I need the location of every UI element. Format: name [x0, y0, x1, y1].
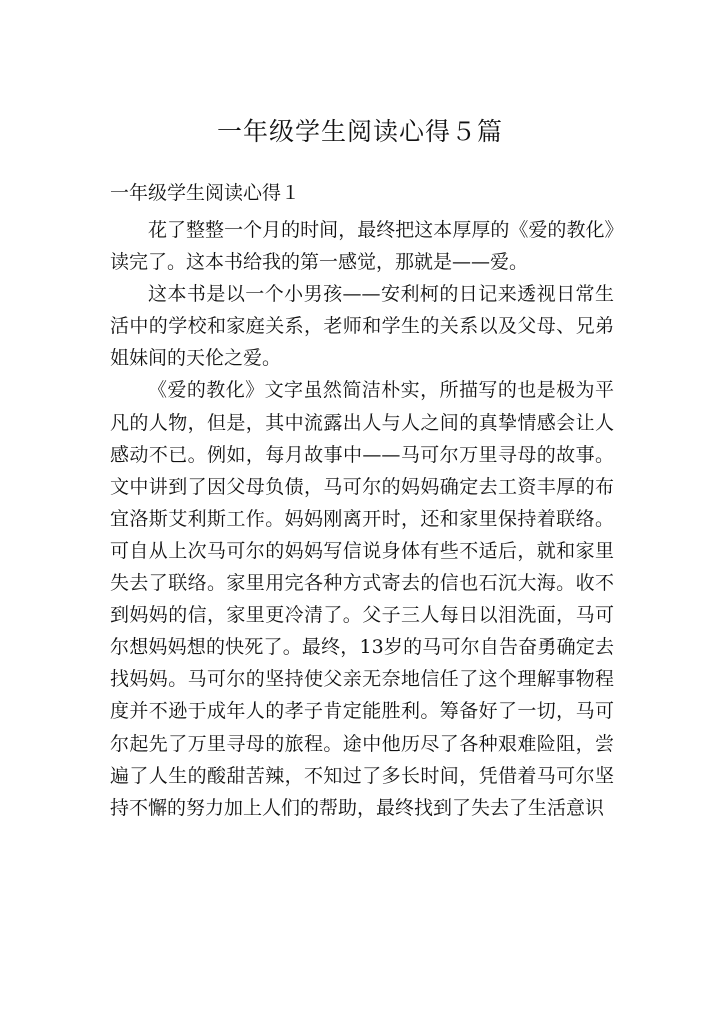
document-title: 一年级学生阅读心得５篇 — [216, 117, 503, 146]
paragraph-3: 《爱的教化》文字虽然简洁朴实，所描写的也是极为平凡的人物，但是，其中流露出人与人之间的真挚情感会让人感动不已。例如，每月故事中——马可尔万里寻母的故事。文中讲到了因父母负债，马可尔的妈妈确定去工资丰厚的布宜洛斯艾利斯工作。妈妈刚离开时，还和家里保持着联络。可自从上次马可尔的妈妈写信说身体有些不适后，就和家里失去了联络。家里用完各种方式寄去的信也石沉大海。收不到妈妈的信，家里更冷清了。父子三人每日以泪洗面，马可尔想妈妈想的快死了。最终，13岁的马可尔自告奋勇确定去找妈妈。马可尔的坚持使父亲无奈地信任了这个理解事物程度并不逊于成年人的孝子肯定能胜利。筹备好了一切，马可尔起先了万里寻母的旅程。途中他历尽了各种艰难险阻，尝遍了人生的酸甜苦辣，不知过了多长时间，凭借着马可尔坚持不懈的努力加上人们的帮助，最终找到了失去了生活意识 — [110, 379, 614, 819]
document-body — [110, 214, 614, 824]
paragraph-2: 这本书是以一个小男孩——安利柯的日记来透视日常生活中的学校和家庭关系，老师和学生的关系以及父母、兄弟姐妹间的天伦之爱。 — [110, 283, 614, 370]
paragraph-1: 花了整整一个月的时间，最终把这本厚厚的《爱的教化》读完了。这本书给我的第一感觉，那就是——爱。 — [110, 219, 614, 274]
section-heading: 一年级学生阅读心得１ — [110, 182, 301, 204]
